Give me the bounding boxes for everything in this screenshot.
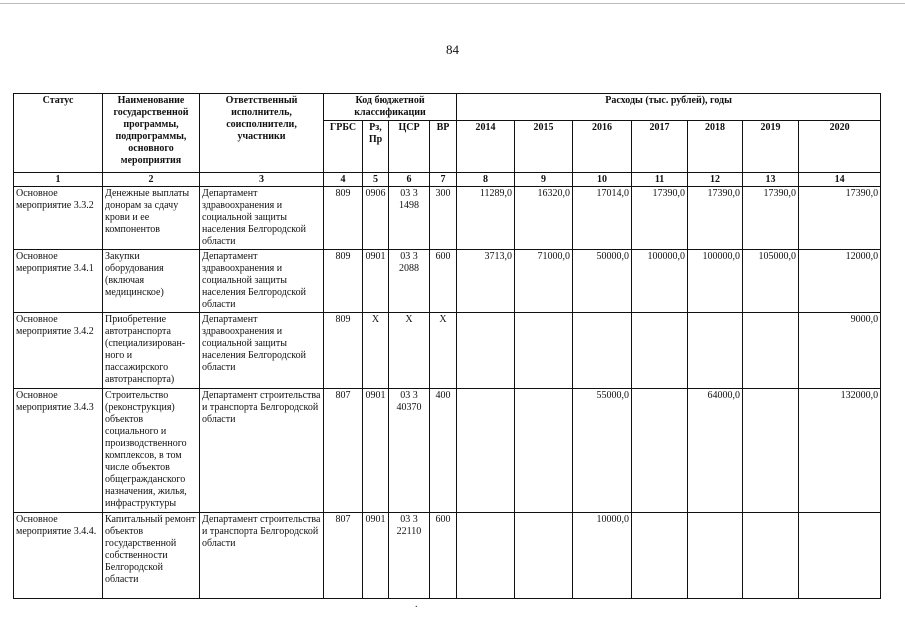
cell-value: 16320,0: [515, 187, 573, 250]
cell-value: [743, 513, 799, 599]
cell-value: 105000,0: [743, 250, 799, 313]
cell-value: 132000,0: [799, 389, 881, 513]
cell-value: 10000,0: [573, 513, 632, 599]
cell-value: [515, 389, 573, 513]
column-number: 6: [389, 173, 430, 187]
cell-value: 12000,0: [799, 250, 881, 313]
cell-vr: Х: [430, 313, 457, 389]
table-row: [14, 389, 881, 513]
column-number: 3: [200, 173, 324, 187]
cell-rzpr: 0901: [363, 250, 389, 313]
cell-vr: 300: [430, 187, 457, 250]
header-expenses: Расходы (тыс. рублей), годы: [457, 94, 881, 121]
cell-name: Закупки оборудования (включая медицинское): [103, 250, 200, 313]
header-year: 2014: [457, 121, 515, 173]
bottom-mark: .: [415, 599, 418, 610]
cell-executor: Департамент строительства и транспорта Белгородской области: [200, 389, 324, 513]
cell-rzpr: 0901: [363, 389, 389, 513]
column-number: 9: [515, 173, 573, 187]
column-number: 2: [103, 173, 200, 187]
cell-value: 17390,0: [688, 187, 743, 250]
cell-value: [457, 313, 515, 389]
cell-value: [688, 513, 743, 599]
cell-value: 17390,0: [799, 187, 881, 250]
header-year: 2018: [688, 121, 743, 173]
cell-value: [457, 389, 515, 513]
cell-value: 17390,0: [743, 187, 799, 250]
cell-vr: 600: [430, 513, 457, 599]
column-number: 10: [573, 173, 632, 187]
cell-csr: 03 3 2088: [389, 250, 430, 313]
column-number: 4: [324, 173, 363, 187]
cell-rzpr: 0901: [363, 513, 389, 599]
column-number: 8: [457, 173, 515, 187]
cell-csr: 03 3 1498: [389, 187, 430, 250]
column-number: 14: [799, 173, 881, 187]
cell-value: [632, 389, 688, 513]
table-row: [14, 250, 881, 313]
cell-vr: 600: [430, 250, 457, 313]
cell-value: [515, 513, 573, 599]
cell-grbs: 809: [324, 250, 363, 313]
header-vr: ВР: [430, 121, 457, 173]
cell-executor: Департамент здравоохранения и социальной защиты населения Белгородской области: [200, 313, 324, 389]
cell-value: [515, 313, 573, 389]
cell-executor: Департамент здравоохранения и социальной защиты населения Белгородской области: [200, 187, 324, 250]
cell-executor: Департамент здравоохранения и социальной защиты населения Белгородской области: [200, 250, 324, 313]
cell-grbs: 807: [324, 389, 363, 513]
header-csr: ЦСР: [389, 121, 430, 173]
cell-value: 100000,0: [688, 250, 743, 313]
header-rzpr: Рз, Пр: [363, 121, 389, 173]
header-year: 2016: [573, 121, 632, 173]
cell-status: Основное мероприятие 3.4.4.: [14, 513, 103, 599]
cell-value: [573, 313, 632, 389]
cell-value: [799, 513, 881, 599]
cell-name: Приобретение автотранспорта (специализирован-ного и пассажирского автотранспорта): [103, 313, 200, 389]
column-number: 11: [632, 173, 688, 187]
cell-value: 55000,0: [573, 389, 632, 513]
cell-value: 17390,0: [632, 187, 688, 250]
cell-value: 11289,0: [457, 187, 515, 250]
cell-status: Основное мероприятие 3.4.2: [14, 313, 103, 389]
header-year: 2019: [743, 121, 799, 173]
cell-status: Основное мероприятие 3.4.1: [14, 250, 103, 313]
cell-vr: 400: [430, 389, 457, 513]
header-year: 2017: [632, 121, 688, 173]
cell-value: [743, 389, 799, 513]
cell-status: Основное мероприятие 3.4.3: [14, 389, 103, 513]
cell-rzpr: 0906: [363, 187, 389, 250]
cell-value: 3713,0: [457, 250, 515, 313]
cell-value: 9000,0: [799, 313, 881, 389]
page-number: 84: [446, 42, 459, 57]
table-row: [14, 187, 881, 250]
cell-value: 71000,0: [515, 250, 573, 313]
cell-name: Капитальный ремонт объектов государственной собственности Белгородской области: [103, 513, 200, 599]
cell-value: [632, 513, 688, 599]
cell-value: [632, 313, 688, 389]
cell-name: Денежные выплаты донорам за сдачу крови и ее компонентов: [103, 187, 200, 250]
cell-csr: 03 3 22110: [389, 513, 430, 599]
cell-value: [457, 513, 515, 599]
header-year: 2015: [515, 121, 573, 173]
cell-grbs: 809: [324, 187, 363, 250]
header-name: Наименование государственной программы, подпрограммы, основного мероприятия: [103, 94, 200, 173]
cell-name: Строительство (реконструкция) объектов социального и производственного комплексов, в том числе объектов общегражданского назначения, жилья, инфраструктуры: [103, 389, 200, 513]
cell-csr: 03 3 40370: [389, 389, 430, 513]
cell-value: 100000,0: [632, 250, 688, 313]
budget-table: [13, 93, 881, 599]
column-number: 5: [363, 173, 389, 187]
cell-status: Основное мероприятие 3.3.2: [14, 187, 103, 250]
column-number-row: [14, 173, 881, 187]
column-number: 1: [14, 173, 103, 187]
top-rule: [0, 3, 905, 4]
cell-value: 17014,0: [573, 187, 632, 250]
cell-value: [743, 313, 799, 389]
cell-grbs: 807: [324, 513, 363, 599]
cell-value: 64000,0: [688, 389, 743, 513]
column-number: 7: [430, 173, 457, 187]
cell-csr: Х: [389, 313, 430, 389]
cell-grbs: 809: [324, 313, 363, 389]
header-grbs: ГРБС: [324, 121, 363, 173]
cell-value: [688, 313, 743, 389]
header-year: 2020: [799, 121, 881, 173]
header-budget-code: Код бюджетной классификации: [324, 94, 457, 121]
table-row: [14, 513, 881, 599]
column-number: 13: [743, 173, 799, 187]
column-number: 12: [688, 173, 743, 187]
cell-executor: Департамент строительства и транспорта Белгородской области: [200, 513, 324, 599]
cell-rzpr: Х: [363, 313, 389, 389]
cell-value: 50000,0: [573, 250, 632, 313]
table-row: [14, 313, 881, 389]
header-status: Статус: [14, 94, 103, 173]
header-executor: Ответственный исполнитель, соисполнители, участники: [200, 94, 324, 173]
